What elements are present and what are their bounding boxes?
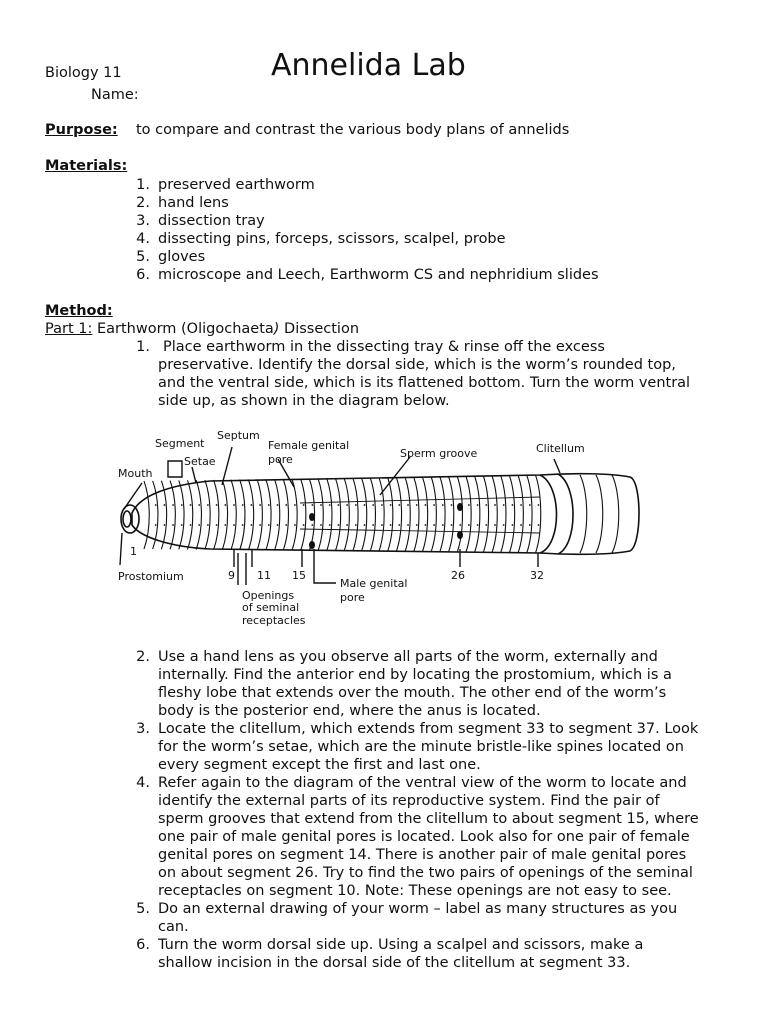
- method-section: [45, 302, 113, 320]
- label-septum: Septum: [217, 429, 260, 442]
- seta-dot: [277, 504, 279, 506]
- label-mouth: Mouth: [118, 467, 153, 480]
- seta-dot: [172, 504, 174, 506]
- segment-ring: [527, 475, 532, 553]
- seta-dot: [181, 504, 183, 506]
- segment-ring: [466, 476, 471, 552]
- seta-dot: [485, 504, 487, 506]
- segment-ring: [327, 478, 332, 551]
- name-label: Name:: [91, 87, 139, 103]
- seta-dot: [311, 524, 313, 526]
- seta-dot: [407, 524, 409, 526]
- seta-dot: [155, 504, 157, 506]
- part-text-italic: ): [273, 321, 280, 337]
- course-label: Biology 11: [45, 65, 122, 81]
- seta-dot: [233, 524, 235, 526]
- segment-ring: [196, 480, 201, 549]
- segment-ring: [214, 480, 219, 550]
- segment-ring: [292, 479, 297, 551]
- seta-dot: [468, 524, 470, 526]
- seta-dot: [216, 524, 218, 526]
- segment-ring: [205, 480, 210, 550]
- segment-ring: [405, 477, 410, 552]
- segment-ring: [457, 476, 462, 552]
- seta-dot: [285, 524, 287, 526]
- label-prostomium: Prostomium: [118, 570, 184, 583]
- purpose-section: [45, 121, 118, 139]
- seta-dot: [477, 524, 479, 526]
- segment-ring: [422, 477, 427, 552]
- seta-dot: [338, 524, 340, 526]
- segment-ring: [580, 475, 587, 553]
- seta-dot: [346, 524, 348, 526]
- seta-dot: [355, 504, 357, 506]
- seta-dot: [355, 524, 357, 526]
- label-seg-1: 1: [130, 545, 137, 558]
- seta-dot: [320, 504, 322, 506]
- purpose-text: to compare and contrast the various body plans of annelids: [136, 122, 570, 138]
- page-title: Annelida Lab: [271, 48, 466, 83]
- seta-dot: [242, 524, 244, 526]
- segment-ring: [335, 478, 340, 551]
- seta-dot: [390, 504, 392, 506]
- materials-heading: Materials:: [45, 158, 128, 174]
- label-female-pore-2: pore: [268, 453, 293, 466]
- seta-dot: [294, 504, 296, 506]
- label-openings-3: receptacles: [242, 614, 306, 627]
- purpose-heading: Purpose:: [45, 122, 118, 138]
- segment-ring: [483, 476, 488, 552]
- seta-dot: [529, 524, 531, 526]
- segment-ring: [449, 476, 454, 552]
- label-seg-9: 9: [228, 569, 235, 582]
- seta-dot: [311, 504, 313, 506]
- segment-ring: [596, 475, 603, 553]
- segment-ring: [144, 481, 149, 549]
- seta-dot: [268, 504, 270, 506]
- segment-ring: [170, 481, 175, 550]
- seta-dot: [164, 524, 166, 526]
- segment-ring: [518, 475, 523, 552]
- segment-ring: [318, 478, 323, 550]
- seta-dot: [207, 524, 209, 526]
- earthworm-diagram: [110, 425, 650, 635]
- seta-dot: [468, 504, 470, 506]
- seta-dot: [303, 504, 305, 506]
- seta-dot: [329, 524, 331, 526]
- seta-dot: [190, 524, 192, 526]
- seta-dot: [216, 504, 218, 506]
- seta-dot: [494, 504, 496, 506]
- part-text-end: Dissection: [279, 321, 360, 337]
- seta-dot: [433, 524, 435, 526]
- seta-dot: [459, 524, 461, 526]
- label-openings-2: of seminal: [242, 601, 300, 614]
- materials-section: [45, 157, 127, 175]
- label-male-pore-2: pore: [340, 591, 365, 604]
- segment-ring: [266, 479, 271, 550]
- segment-ring: [248, 479, 253, 550]
- seta-dot: [451, 524, 453, 526]
- seta-dot: [181, 524, 183, 526]
- seta-dot: [407, 504, 409, 506]
- label-openings-1: Openings: [242, 589, 295, 602]
- seta-dot: [538, 504, 540, 506]
- segment-ring: [301, 479, 306, 551]
- seta-dot: [512, 504, 514, 506]
- seta-dot: [390, 524, 392, 526]
- segment-ring: [283, 479, 288, 550]
- seta-dot: [520, 524, 522, 526]
- seta-dot: [425, 524, 427, 526]
- segment-ring: [370, 478, 375, 552]
- seta-dot: [251, 524, 253, 526]
- method-heading: Method:: [45, 303, 113, 319]
- seta-dot: [285, 504, 287, 506]
- seta-dot: [294, 524, 296, 526]
- seta-dot: [259, 504, 261, 506]
- seta-dot: [381, 504, 383, 506]
- label-seg-11: 11: [257, 569, 271, 582]
- label-female-pore-1: Female genital: [268, 439, 350, 452]
- segment-ring: [344, 478, 349, 551]
- segment-ring: [440, 477, 445, 552]
- seta-dot: [512, 524, 514, 526]
- part-text: Earthworm (Oligochaeta: [92, 321, 274, 337]
- segment-ring: [379, 477, 384, 551]
- segment-ring: [231, 480, 236, 550]
- label-male-pore-1: Male genital: [340, 577, 408, 590]
- seta-dot: [198, 504, 200, 506]
- segment-ring: [222, 480, 227, 550]
- seta-dot: [520, 504, 522, 506]
- seta-dot: [503, 524, 505, 526]
- label-clitellum: Clitellum: [536, 442, 585, 455]
- seta-dot: [329, 504, 331, 506]
- segment-ring: [492, 476, 497, 553]
- label-seg-32: 32: [530, 569, 544, 582]
- seta-dot: [381, 524, 383, 526]
- seta-dot: [416, 504, 418, 506]
- seta-dot: [259, 524, 261, 526]
- label-sperm-groove: Sperm groove: [400, 447, 478, 460]
- seta-dot: [364, 504, 366, 506]
- seta-dot: [190, 504, 192, 506]
- segment-ring: [240, 480, 245, 550]
- seta-dot: [251, 504, 253, 506]
- seta-dot: [451, 504, 453, 506]
- seta-dot: [303, 524, 305, 526]
- seta-dot: [233, 504, 235, 506]
- segment-ring: [275, 479, 280, 550]
- seta-dot: [346, 504, 348, 506]
- seta-dot: [529, 504, 531, 506]
- segment-ring: [431, 477, 436, 552]
- segment-ring: [509, 476, 514, 553]
- seta-dot: [416, 524, 418, 526]
- seta-dot: [398, 524, 400, 526]
- seta-dot: [155, 524, 157, 526]
- seta-dot: [398, 504, 400, 506]
- seta-dot: [198, 524, 200, 526]
- seta-dot: [442, 504, 444, 506]
- segment-ring: [257, 479, 262, 550]
- part-label: Part 1:: [45, 321, 93, 337]
- segment-ring: [612, 475, 619, 553]
- segment-ring: [501, 476, 506, 553]
- seta-dot: [494, 524, 496, 526]
- seta-dot: [224, 504, 226, 506]
- segment-ring: [179, 480, 184, 549]
- label-segment: Segment: [155, 437, 205, 450]
- label-seg-15: 15: [292, 569, 306, 582]
- label-seg-26: 26: [451, 569, 465, 582]
- segment-ring: [414, 477, 419, 552]
- segment-ring: [536, 475, 541, 553]
- seta-dot: [485, 524, 487, 526]
- segment-ring: [475, 476, 480, 552]
- segment-ring: [396, 477, 401, 551]
- segment-ring: [362, 478, 367, 551]
- seta-dot: [372, 524, 374, 526]
- seta-dot: [224, 524, 226, 526]
- seta-dot: [364, 524, 366, 526]
- seta-dot: [320, 524, 322, 526]
- seta-dot: [433, 504, 435, 506]
- seta-dot: [442, 524, 444, 526]
- seta-dot: [477, 504, 479, 506]
- seta-dot: [372, 504, 374, 506]
- seta-dot: [242, 504, 244, 506]
- seta-dot: [268, 524, 270, 526]
- seta-dot: [172, 524, 174, 526]
- seta-dot: [538, 524, 540, 526]
- segment-ring: [388, 477, 393, 551]
- seta-dot: [207, 504, 209, 506]
- seta-dot: [425, 504, 427, 506]
- part-heading: [45, 320, 359, 338]
- seta-dot: [164, 504, 166, 506]
- seta-dot: [338, 504, 340, 506]
- label-setae: Setae: [184, 455, 216, 468]
- segment-ring: [353, 478, 358, 551]
- segment-ring: [188, 480, 193, 549]
- seta-dot: [277, 524, 279, 526]
- seta-dot: [503, 504, 505, 506]
